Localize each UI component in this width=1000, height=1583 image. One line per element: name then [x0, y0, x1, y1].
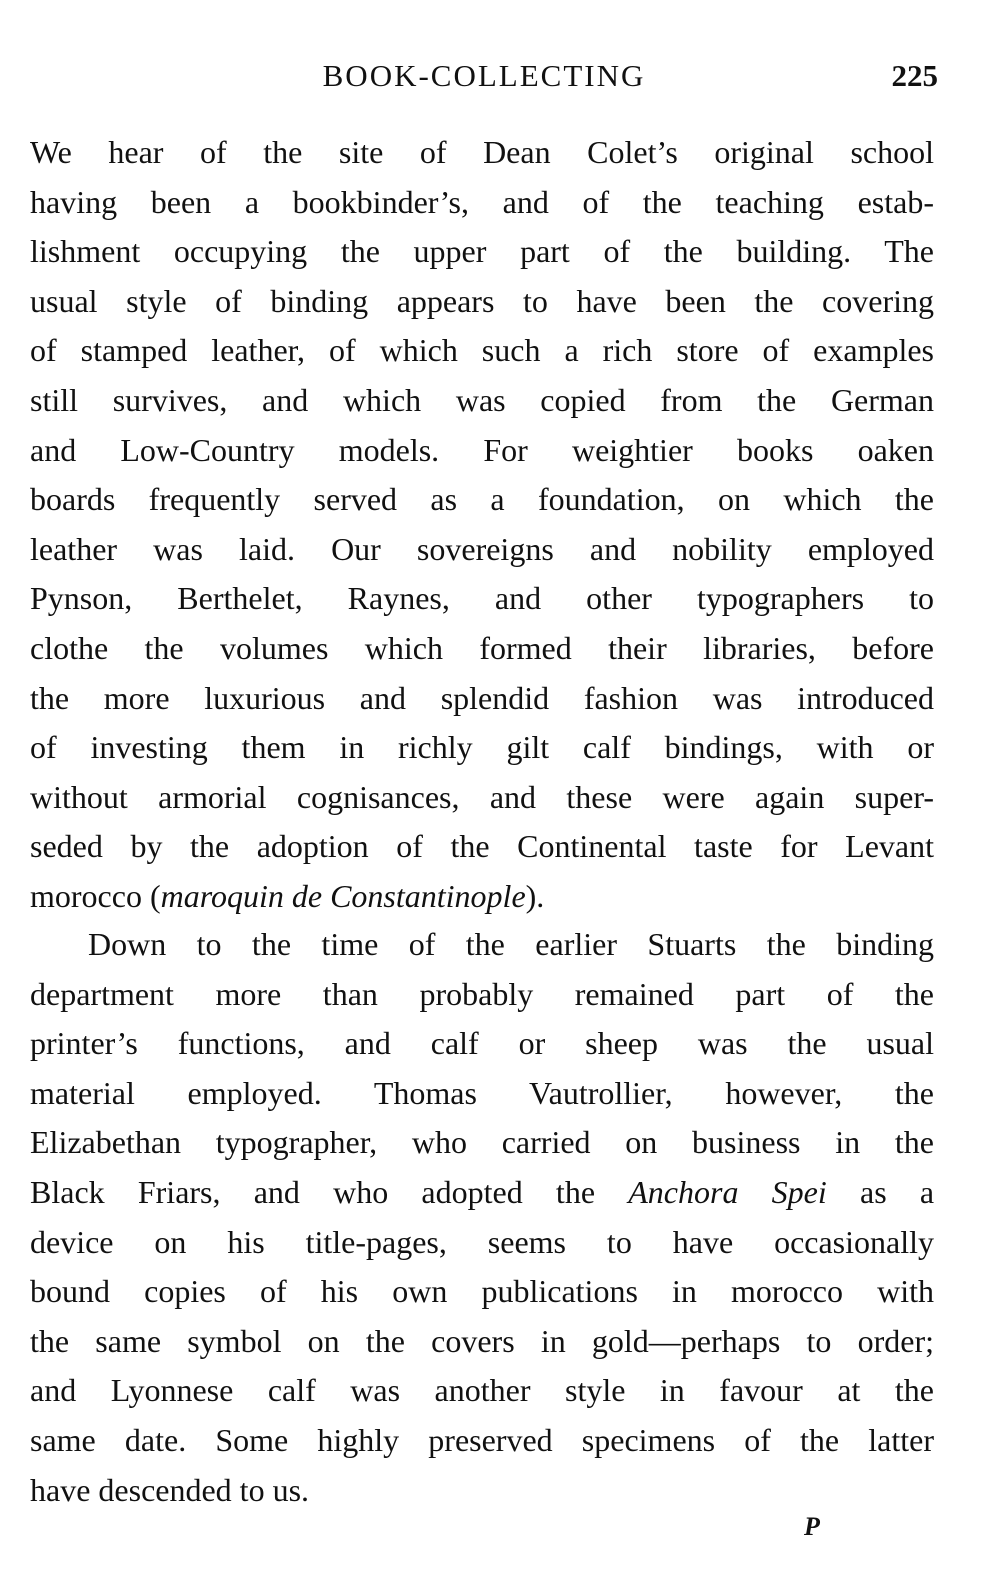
text-line: still survives, and which was copied from the German	[30, 381, 934, 418]
text-segment: ).	[525, 877, 545, 914]
text-line: leather was laid. Our sovereigns and nobility employed	[30, 530, 934, 567]
text-line: and Lyonnese calf was another style in favour at the	[30, 1372, 934, 1409]
text-line: printer’s functions, and calf or sheep was the usual	[30, 1025, 934, 1062]
running-title: BOOK-COLLECTING	[322, 58, 646, 93]
text-line: and Low-Country models. For weightier books oaken	[30, 431, 934, 468]
text-line: seded by the adoption of the Continental taste for Levant	[30, 828, 934, 865]
text-line: without armorial cognisances, and these were again super-	[30, 778, 934, 815]
text-line: bound copies of his own publications in morocco with	[30, 1273, 934, 1310]
text-line: having been a bookbinder’s, and of the teaching estab-	[30, 183, 934, 220]
text-line: boards frequently served as a foundation, on which the	[30, 481, 934, 518]
text-line: Down to the time of the earlier Stuarts the binding	[88, 926, 934, 962]
text-line: lishment occupying the upper part of the building. The	[30, 233, 934, 270]
text-line: Elizabethan typographer, who carried on business in the	[30, 1124, 934, 1161]
text-line: department more than probably remained part of the	[30, 975, 934, 1012]
text-segment: morocco (	[30, 877, 161, 914]
text-line: the same symbol on the covers in gold—perhaps to order;	[30, 1322, 934, 1359]
text-line: We hear of the site of Dean Colet’s original school	[30, 134, 934, 170]
paragraph-1	[30, 128, 934, 922]
text-line	[30, 872, 934, 922]
text-line: same date. Some highly preserved specimens of the latter	[30, 1421, 934, 1458]
italic-device-name: Anchora Spei	[628, 1173, 827, 1210]
text-segment: Black Friars, and who adopted the	[30, 1173, 596, 1210]
text-line: device on his title-pages, seems to have occasionally	[30, 1223, 934, 1260]
text-line: Pynson, Berthelet, Raynes, and other typographers to	[30, 580, 934, 617]
text-line: material employed. Thomas Vautrollier, however, the	[30, 1074, 934, 1111]
text-line: of investing them in richly gilt calf bindings, with or	[30, 729, 934, 766]
paragraph-2	[30, 920, 934, 1515]
text-segment: as a	[859, 1173, 935, 1210]
text-line	[30, 1168, 934, 1218]
running-head	[30, 58, 938, 102]
page-number: 225	[891, 58, 938, 93]
text-line: of stamped leather, of which such a rich store of examples	[30, 332, 934, 369]
signature-mark: P	[804, 1512, 820, 1541]
text-line: clothe the volumes which formed their libraries, before	[30, 629, 934, 666]
text-line: have descended to us.	[30, 1471, 310, 1508]
text-line: the more luxurious and splendid fashion was introduced	[30, 679, 934, 716]
italic-title: maroquin de Constantinople	[160, 877, 526, 914]
text-line: usual style of binding appears to have been the covering	[30, 282, 934, 319]
